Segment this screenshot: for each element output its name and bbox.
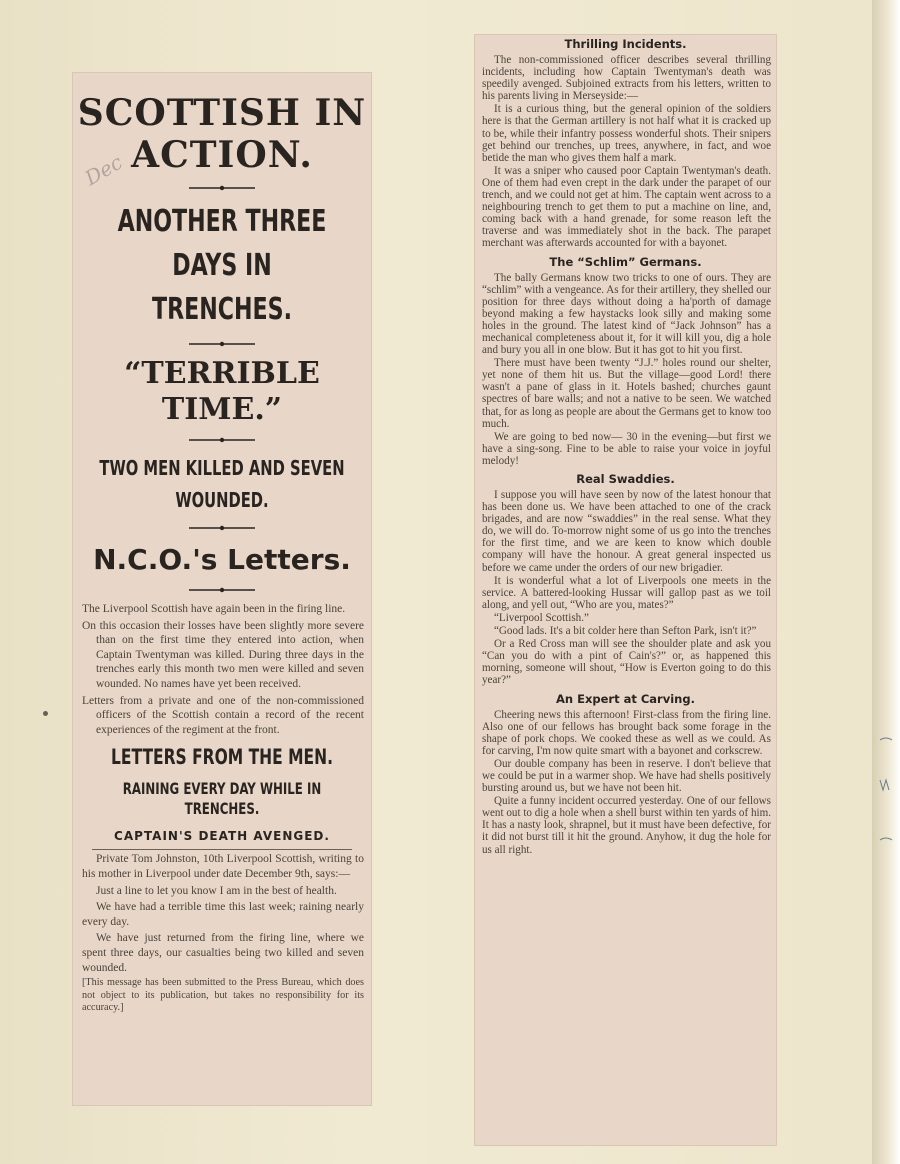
page-edge — [872, 0, 900, 1164]
headline-another-three-days: ANOTHER THREE DAYS IN TRENCHES. — [117, 204, 327, 327]
paragraph: Our double company has been in reserve. I don't believe that we could be put in a warmer shop. We have had shells positively bursting around us, but we have not been hit. — [482, 757, 771, 795]
paragraph: It is a curious thing, but the general opinion of the soldiers here is that the German artillery is not half what it is cracked up to be, while their infantry possess wonderful shots. Their snipers get behind our trenches, up trees, anywhere, in fact, and woe betide the man who gives them half a mark. — [482, 103, 771, 164]
subhead-letters-from-the-men: LETTERS FROM THE MEN. — [111, 745, 333, 770]
letter-text — [82, 852, 364, 1015]
paragraph: “Liverpool Scottish.” — [494, 611, 589, 624]
rule-ornament — [187, 340, 257, 348]
subhead-captains-death-avenged: CAPTAIN'S DEATH AVENGED. — [114, 829, 330, 844]
paragraph: The Liverpool Scottish have again been in the firing line. — [82, 603, 346, 615]
paragraph: “Good lads. It's a bit colder here than Sefton Park, isn't it?” — [494, 625, 757, 638]
paragraph: Or a Red Cross man will see the shoulder plate and ask you “Can you do with a pint of Cain's?” or, as happened this morning, someone will shout, “How is Everton going to do this year?” — [482, 638, 771, 687]
heading-real-swaddies: Real Swaddies. — [576, 472, 675, 486]
paragraph: Just a line to let you know I am in the best of health. — [96, 884, 337, 897]
paragraph: Private Tom Johnston, 10th Liverpool Scottish, writing to his mother in Liverpool under date December 9th, says:— — [82, 853, 364, 880]
section-text — [482, 489, 771, 687]
rule-ornament — [187, 436, 257, 444]
headline-two-men-killed: TWO MEN KILLED AND SEVEN WOUNDED. — [99, 456, 345, 512]
headline-nco-letters: N.C.O.'s Letters. — [93, 543, 351, 576]
paragraph: Letters from a private and one of the non-commissioned officers of the Scottish contain a record of the recent experiences of the regiment at the front. — [82, 694, 364, 736]
paragraph: We have had a terrible time this last week; raining nearly every day. — [82, 901, 364, 928]
section-text — [482, 709, 771, 856]
headline-scottish-in-action: SCOTTISH IN ACTION. — [77, 92, 367, 176]
paragraph: I suppose you will have seen by now of the latest honour that has been done us. We have been attached to one of the crack brigades, and are now “swaddies” in the real sense. What they do, we will do. To-morrow night some of us go into the trenches for the first time, and we are keen to know which double company will have the honour. A great general inspected us before we came under the orders of our new brigadier. — [482, 489, 771, 574]
paragraph: Cheering news this afternoon! First-class from the firing line. Also one of our fellows has brought back some forage in the shape of pork chops. We cooked these as well as we could. As for carving, I'm now quite smart with a bayonet and corkscrew. — [482, 708, 771, 757]
paragraph: The non-commissioned officer describes several thrilling incidents, including how Captain Twentyman's death was speedily avenged. Subjoined extracts from his letters, written to his parents living in Merseyside:— — [482, 54, 771, 103]
rule-ornament — [187, 586, 257, 594]
headline-terrible-time: “TERRIBLE TIME.” — [124, 356, 320, 427]
paragraph: We are going to bed now— 30 in the evening—but first we have a sing-song. Fine to be able to raise your voice in joyful melody! — [482, 430, 771, 467]
paragraph: We have just returned from the firing line, where we spent three days, our casualties being two killed and seven wounded. — [82, 932, 364, 974]
rule-ornament — [187, 524, 257, 532]
press-bureau-note: [This message has been submitted to the Press Bureau, which does not object to its publication, but takes no responsibility for its accuracy.] — [82, 977, 364, 1014]
heading-expert-at-carving: An Expert at Carving. — [556, 691, 695, 706]
heading-thrilling-incidents: Thrilling Incidents. — [564, 37, 687, 51]
left-clipping — [72, 72, 372, 1106]
paragraph: The bally Germans know two tricks to one of ours. They are “schlim” with a vengeance. As for their artillery, they shelled our position for three days without doing a ha'porth of damage beyond making a few haystacks look silly and making some holes in the ground. The latest kind of “Jack Johnson” has a mechanical completeness about it, for it will kill you, dig a hole and bury you all in one blow. But it has got to hit you first. — [482, 271, 771, 357]
rule-ornament — [187, 184, 257, 192]
page-dot — [43, 711, 48, 716]
rule-line — [92, 849, 352, 850]
heading-schlim-germans: The “Schlim” Germans. — [549, 254, 702, 269]
section-text — [482, 54, 771, 250]
paragraph: There must have been twenty “J.J.” holes round our shelter, yet none of them hit us. But the village—good Lord! there wasn't a pane of glass in it. Hotels bashed; churches gaunt spectres of bare walls; and not a native to be seen. We watched that, for as long as people are about the Germans get to know too much. — [482, 357, 771, 430]
pencil-annotation: Dec — [80, 149, 127, 191]
intro-text — [82, 602, 364, 737]
paragraph: Quite a funny incident occurred yesterday. One of our fellows went out to dig a hole when a shell burst within ten yards of him. It has a nasty look, shrapnel, but it must have been defective, for it did not burst till it hit the ground. Anyhow, it dug the hole for us all right. — [482, 795, 771, 856]
subhead-raining-every-day: RAINING EVERY DAY WHILE IN TRENCHES. — [122, 779, 322, 819]
right-clipping — [474, 34, 777, 1146]
paragraph: It was a sniper who caused poor Captain Twentyman's death. One of them had even crept in the dark under the parapet of our trench, and we could not get at him. The captain went across to a neighbouring trench to get them to put a machine on line, and, coming back with a hand grenade, for some reason left the traverse and was immediately shot in the back. The parapet merchant was afterwards accounted for with a bayonet. — [482, 164, 771, 250]
paragraph: It is wonderful what a lot of Liverpools one meets in the service. A battered-looking Hussar will gallop past as we toil along, and yell out, “Who are you, mates?” — [482, 574, 771, 611]
paragraph: On this occasion their losses have been slightly more severe than on the first time they entered into action, when Captain Twentyman was killed. During three days in the trenches early this month two men were killed and seven wounded. No names have yet been received. — [82, 619, 364, 690]
page-edge-marks — [876, 700, 896, 900]
section-text — [482, 272, 771, 468]
